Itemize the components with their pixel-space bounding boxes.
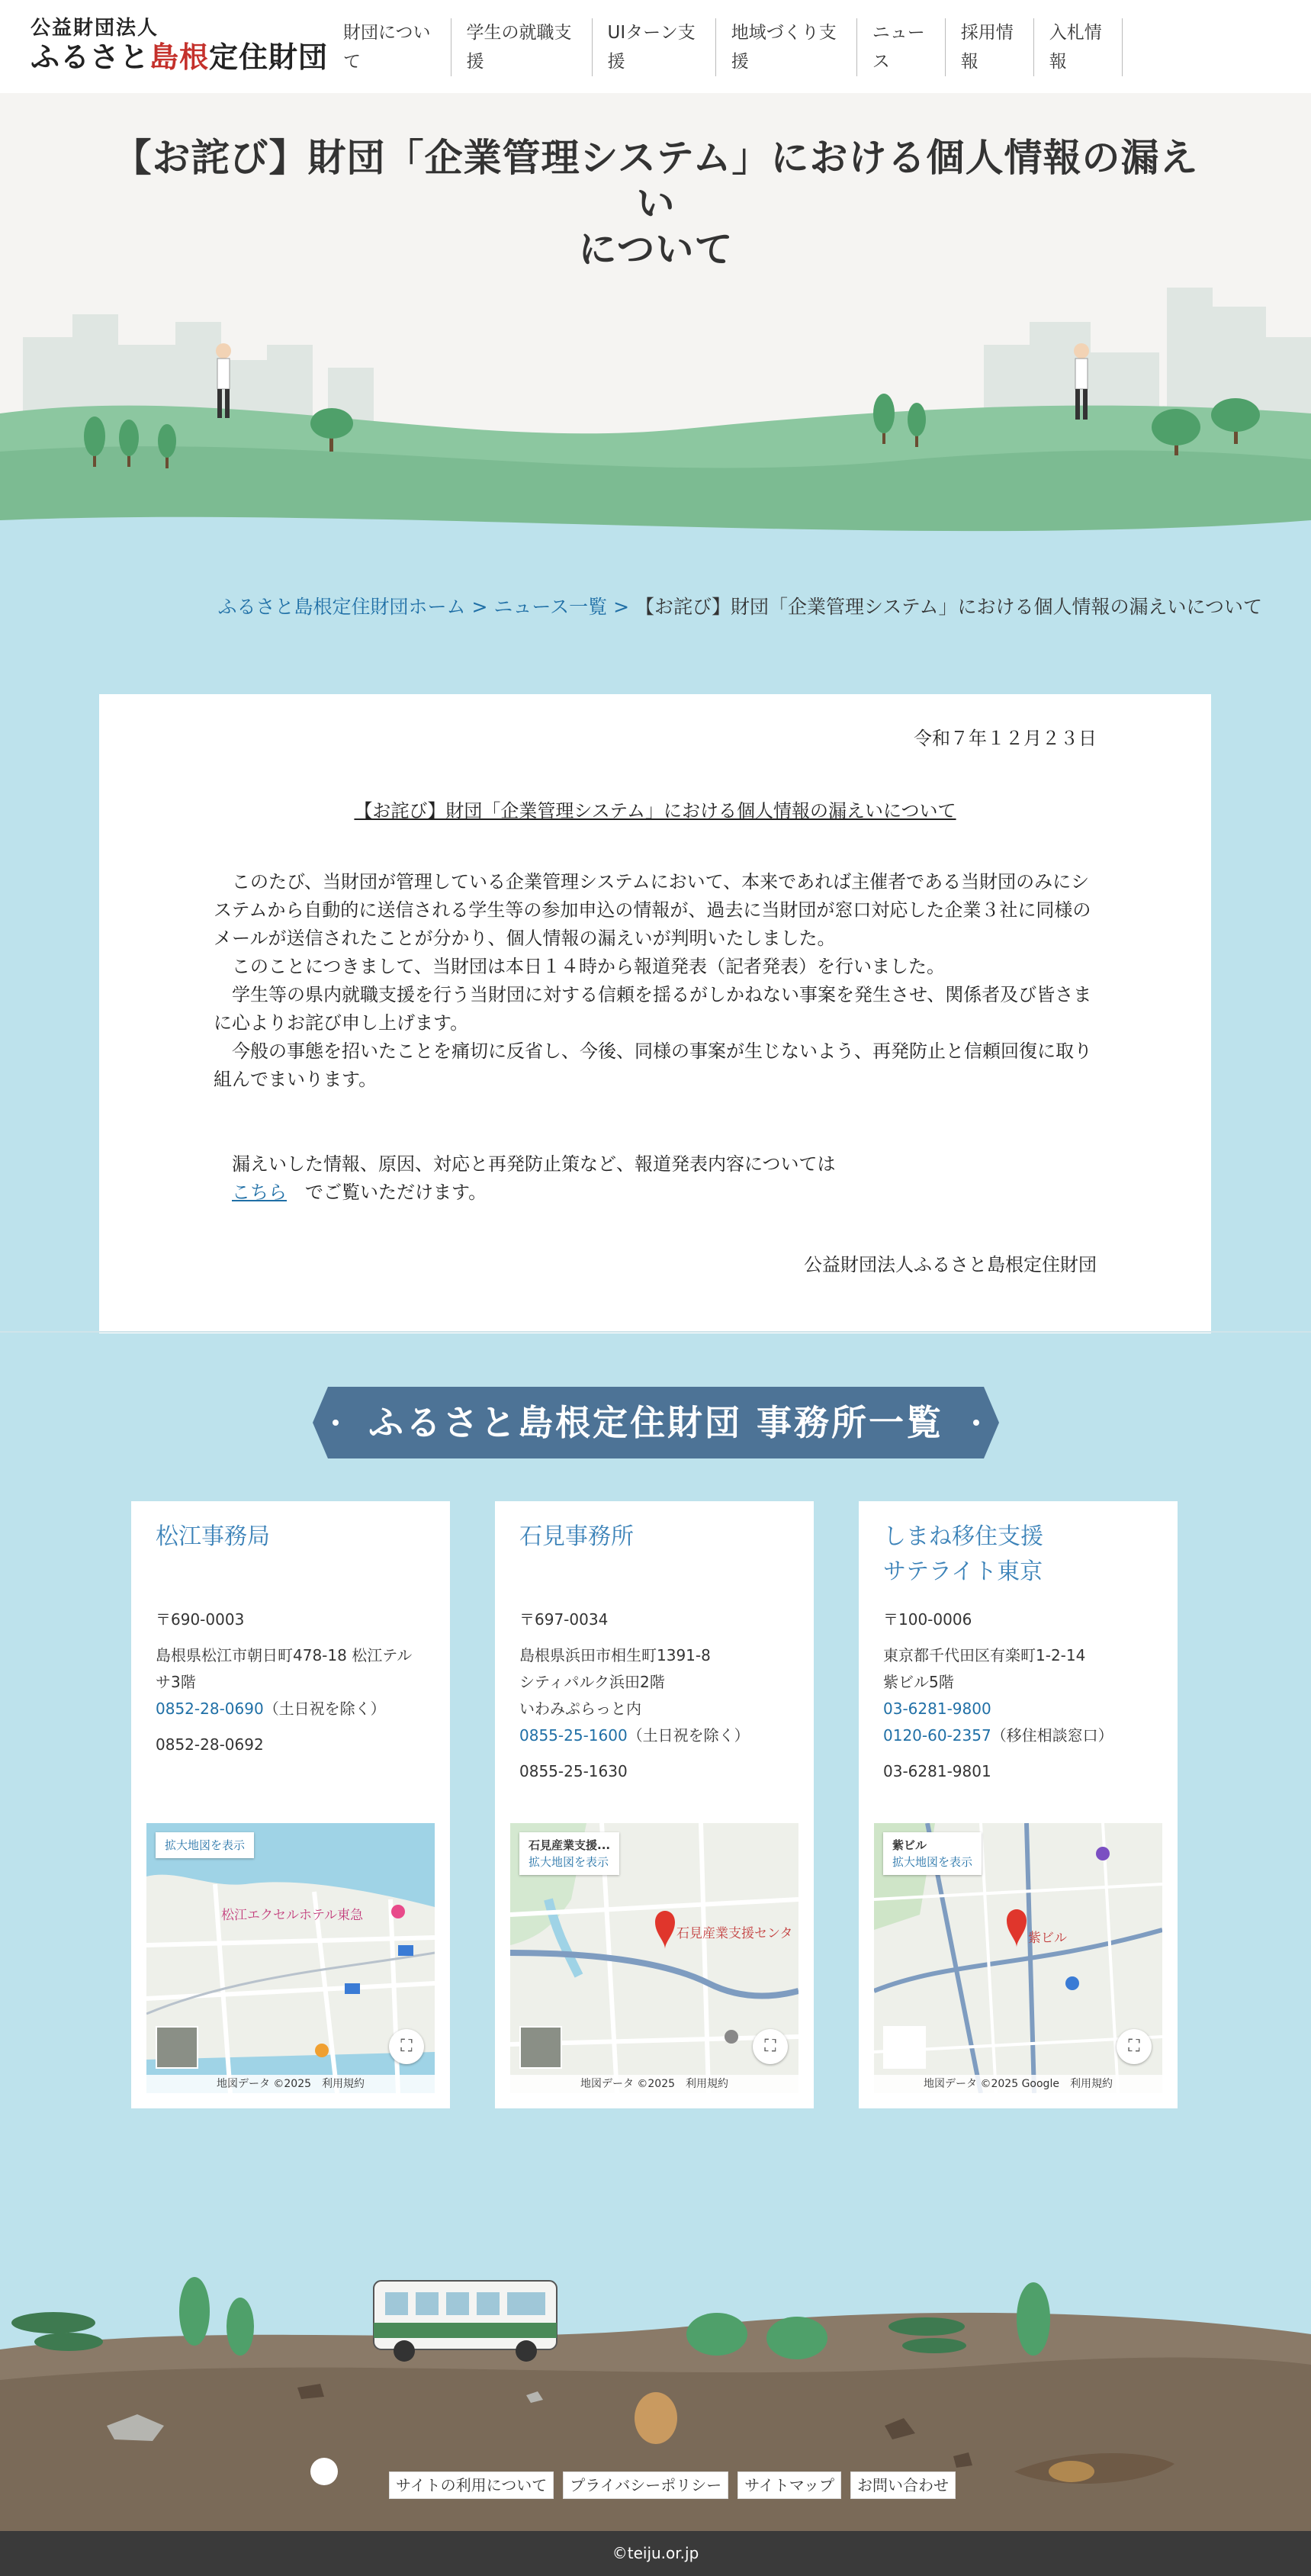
copyright: ©teiju.or.jp	[0, 2531, 1311, 2576]
nav-community-support[interactable]: 地域づくり支 援	[716, 18, 857, 76]
offices-banner	[313, 1387, 999, 1458]
office-address: 島根県浜田市相生町1391-8 シティパルク浜田2階 いわみぷらっと内	[519, 1646, 711, 1718]
map-satellite-toggle[interactable]	[519, 2026, 562, 2069]
article-link-tail: でご覧いただけます。	[287, 1182, 487, 1203]
map-enlarge-link[interactable]: 拡大地図を表示	[529, 1855, 609, 1869]
map-satellite-toggle[interactable]	[883, 2026, 926, 2069]
footer-link-sitemap[interactable]: サイトマップ	[737, 2471, 841, 2499]
offices-heading: ふるさと島根定住財団 事務所一覧	[368, 1402, 943, 1443]
office-card-tokyo	[859, 1501, 1178, 2108]
office-tel: 0852-28-0690（土日祝を除く）	[156, 1700, 386, 1718]
footer-links	[389, 2471, 956, 2499]
breadcrumb-separator: >	[607, 596, 635, 618]
map-place-title: 紫ビル	[892, 1838, 927, 1852]
office-zip: 〒697-0034	[519, 1610, 609, 1629]
article-paragraph: 学生等の県内就職支援を行う当財団に対する信頼を揺るがしかねない事案を発生させ、関係者及び皆さまに心よりお詫び申し上げます。	[214, 984, 1092, 1034]
map-place-label: 紫ビル	[1028, 1931, 1067, 1946]
article-signature: 公益財団法人ふるさと島根定住財団	[804, 1254, 1097, 1275]
office-details	[156, 1606, 430, 1758]
nav-ui-turn-support[interactable]: UIターン支 援	[593, 18, 716, 76]
office-name: 松江事務局	[156, 1523, 270, 1550]
site-header	[0, 0, 1311, 94]
office-tel: 0855-25-1600（土日祝を除く）	[519, 1726, 750, 1745]
office-map[interactable]	[146, 1823, 435, 2093]
breadcrumb	[0, 592, 1262, 619]
office-map[interactable]	[510, 1823, 798, 2093]
office-fax: 03-6281-9801	[883, 1762, 991, 1780]
map-info-box	[519, 1832, 619, 1875]
office-details	[883, 1606, 1158, 1785]
map-info-box	[156, 1832, 254, 1858]
site-logo[interactable]	[31, 17, 328, 76]
tel-link[interactable]: 0855-25-1600	[519, 1726, 628, 1745]
nav-student-job-support[interactable]: 学生の就職支 援	[451, 18, 593, 76]
article-link-line	[214, 1179, 1115, 1207]
map-satellite-toggle[interactable]	[156, 2026, 198, 2069]
tel-link[interactable]: 0120-60-2357	[883, 1726, 991, 1745]
map-place-title: 石見産業支援...	[529, 1838, 611, 1852]
article-paragraph: このたび、当財団が管理している企業管理システムにおいて、本来であれば主催者である当財団のみにシステムから自動的に送信される学生等の参加申込の情報が、過去に当財団が窓口対応した企業３社に同様のメールが送信されたことが分かり、個人情報の漏えいが判明いたしました。	[214, 871, 1091, 949]
map-fullscreen-icon[interactable]: ⛶	[753, 2029, 788, 2064]
office-fax: 0855-25-1630	[519, 1762, 628, 1780]
tel-link[interactable]: 03-6281-9800	[883, 1700, 991, 1718]
article-panel	[99, 694, 1211, 1333]
footer-link-privacy[interactable]: プライバシーポリシー	[563, 2471, 728, 2499]
article-title: 【お詫び】財団「企業管理システム」における個人情報の漏えいについて	[354, 800, 956, 822]
press-release-link[interactable]: こちら	[232, 1182, 287, 1203]
article-paragraph: このことにつきまして、当財団は本日１４時から報道発表（記者発表）を行いました。	[214, 956, 946, 977]
breadcrumb-separator: >	[465, 596, 494, 618]
tel-link[interactable]: 0852-28-0690	[156, 1700, 264, 1718]
section-divider	[0, 1331, 1311, 1333]
map-enlarge-link[interactable]: 拡大地図を表示	[892, 1855, 973, 1869]
office-address: 東京都千代田区有楽町1-2-14 紫ビル5階	[883, 1646, 1086, 1691]
office-card-matsue	[131, 1501, 450, 2108]
breadcrumb-current: 【お詫び】財団「企業管理システム」における個人情報の漏えいについて	[635, 596, 1262, 618]
logo-subtitle: 公益財団法人	[31, 17, 159, 40]
breadcrumb-home-link[interactable]: ふるさと島根定住財団ホーム	[217, 596, 466, 618]
office-fax: 0852-28-0692	[156, 1735, 264, 1754]
nav-news[interactable]: ニュー ス	[857, 18, 946, 76]
page-title: 【お詫び】財団「企業管理システム」における個人情報の漏えい について	[113, 136, 1199, 272]
office-zip: 〒100-0006	[883, 1610, 972, 1629]
office-zip: 〒690-0003	[156, 1610, 245, 1629]
office-address: 島根県松江市朝日町478-18 松江テル サ3階	[156, 1646, 413, 1691]
map-attribution: 地図データ ©2025 Google 利用規約	[874, 2075, 1162, 2093]
footer-link-terms[interactable]: サイトの利用について	[389, 2471, 554, 2499]
footer-link-contact[interactable]: お問い合わせ	[850, 2471, 956, 2499]
nav-bids[interactable]: 入札情 報	[1034, 18, 1123, 76]
office-tel	[883, 1696, 1158, 1722]
article-date: 令和７年１２月２３日	[914, 728, 1097, 749]
office-card-iwami	[495, 1501, 814, 2108]
map-fullscreen-icon[interactable]: ⛶	[1117, 2029, 1152, 2064]
hero-banner	[0, 93, 1311, 535]
logo-title: ふるさと島根定住財団	[31, 40, 329, 74]
article-paragraph: 今般の事態を招いたことを痛切に反省し、今後、同様の事案が生じないよう、再発防止と信頼回復に取り組んでまいります。	[214, 1040, 1092, 1090]
office-tel-consult: 0120-60-2357（移住相談窓口）	[883, 1726, 1113, 1745]
map-place-label: 石見産業支援センタ	[676, 1926, 793, 1941]
map-fullscreen-icon[interactable]: ⛶	[389, 2029, 424, 2064]
office-map[interactable]	[874, 1823, 1162, 2093]
article-paragraph: 漏えいした情報、原因、対応と再発防止策など、報道発表内容については	[214, 1153, 836, 1175]
office-details	[519, 1606, 794, 1785]
nav-recruit[interactable]: 採用情 報	[946, 18, 1034, 76]
map-attribution: 地図データ ©2025 利用規約	[510, 2075, 798, 2093]
map-attribution: 地図データ ©2025 利用規約	[146, 2075, 435, 2093]
map-info-box	[883, 1832, 982, 1875]
breadcrumb-news-link[interactable]: ニュース一覧	[493, 596, 608, 618]
nav-about[interactable]: 財団につい て	[328, 18, 451, 76]
global-nav	[328, 17, 1123, 78]
office-name: 石見事務所	[519, 1523, 634, 1550]
map-place-label: 松江エクセルホテル東急	[221, 1908, 364, 1923]
map-enlarge-link[interactable]: 拡大地図を表示	[165, 1838, 246, 1852]
office-name: しまね移住支援 サテライト東京	[883, 1523, 1043, 1585]
